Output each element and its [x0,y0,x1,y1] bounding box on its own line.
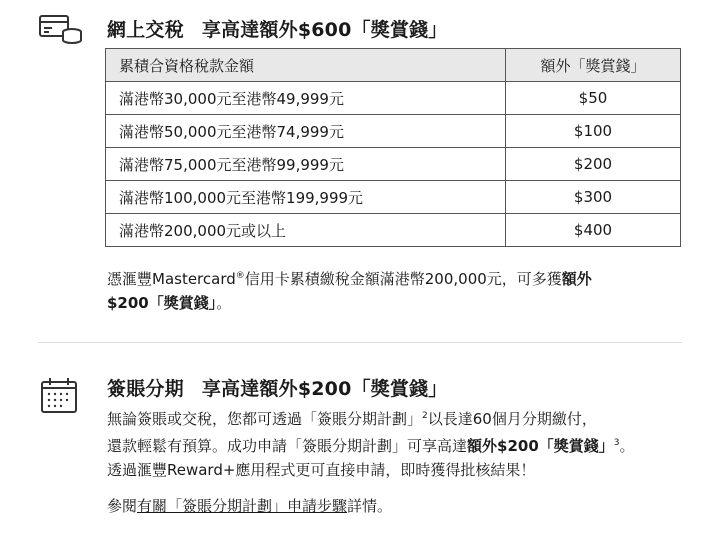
reward-tier-table [105,48,681,247]
desc-text: 還款輕鬆有預算。成功申請「簽賬分期計劃」可享高達 [107,437,468,455]
tier-reward: $100 [506,115,681,148]
note-bold-text: 額外 [561,270,592,288]
tier-range: 滿港幣30,000元至港幣49,999元 [106,82,506,115]
installment-description [107,404,635,482]
ref-text: 詳情。 [347,497,393,515]
table-row [106,181,681,214]
calendar-installment-icon [40,376,80,416]
desc-text: 。 [619,437,635,455]
note-text: 憑滙豐Mastercard [107,270,236,288]
desc-bold-text: 額外$200「獎賞錢」 [467,437,614,455]
column-header-amount: 累積合資格稅款金額 [106,49,506,82]
tier-range: 滿港幣200,000元或以上 [106,214,506,247]
section1-title-left: 網上交稅 [107,19,184,41]
table-header-row [106,49,681,82]
card-coins-icon [38,14,84,46]
registered-mark: ® [235,271,245,281]
column-header-reward: 額外「獎賞錢」 [506,49,681,82]
section1-title-right: 享高達額外$600「獎賞錢」 [201,19,448,41]
tier-reward: $300 [506,181,681,214]
section1-title [107,15,448,42]
table-row [106,148,681,181]
desc-text: 透過滙豐Reward+應用程式更可直接申請，即時獲得批核結果！ [107,461,536,479]
note-text: 信用卡累積繳稅金額滿港幣200,000元，可多獲 [244,270,562,288]
note-bold-text: $200「獎賞錢」 [107,294,217,312]
table-row [106,214,681,247]
tier-reward: $50 [506,82,681,115]
section2-title-right: 享高達額外$200「獎賞錢」 [201,378,448,400]
section-divider [38,342,682,343]
table-row [106,82,681,115]
footnote-ref: 3 [613,438,620,448]
desc-text: 無論簽賬或交稅，您都可透過「簽賬分期計劃」 [107,410,423,428]
tier-reward: $400 [506,214,681,247]
tier-range: 滿港幣75,000元至港幣99,999元 [106,148,506,181]
note-text: 。 [216,294,232,312]
application-steps-link[interactable]: 有關「簽賬分期計劃」申請步驟 [137,497,348,515]
section2-title-left: 簽賬分期 [107,378,184,400]
tier-reward: $200 [506,148,681,181]
reference-line [107,494,392,518]
table-row [106,115,681,148]
section2-title [107,374,448,401]
footnote-ref: 2 [422,411,428,421]
tier-range: 滿港幣100,000元至港幣199,999元 [106,181,506,214]
tier-range: 滿港幣50,000元至港幣74,999元 [106,115,506,148]
desc-text: 以長達60個月分期繳付， [427,410,597,428]
ref-text: 參閱 [107,497,138,515]
mastercard-bonus-note [107,264,592,315]
